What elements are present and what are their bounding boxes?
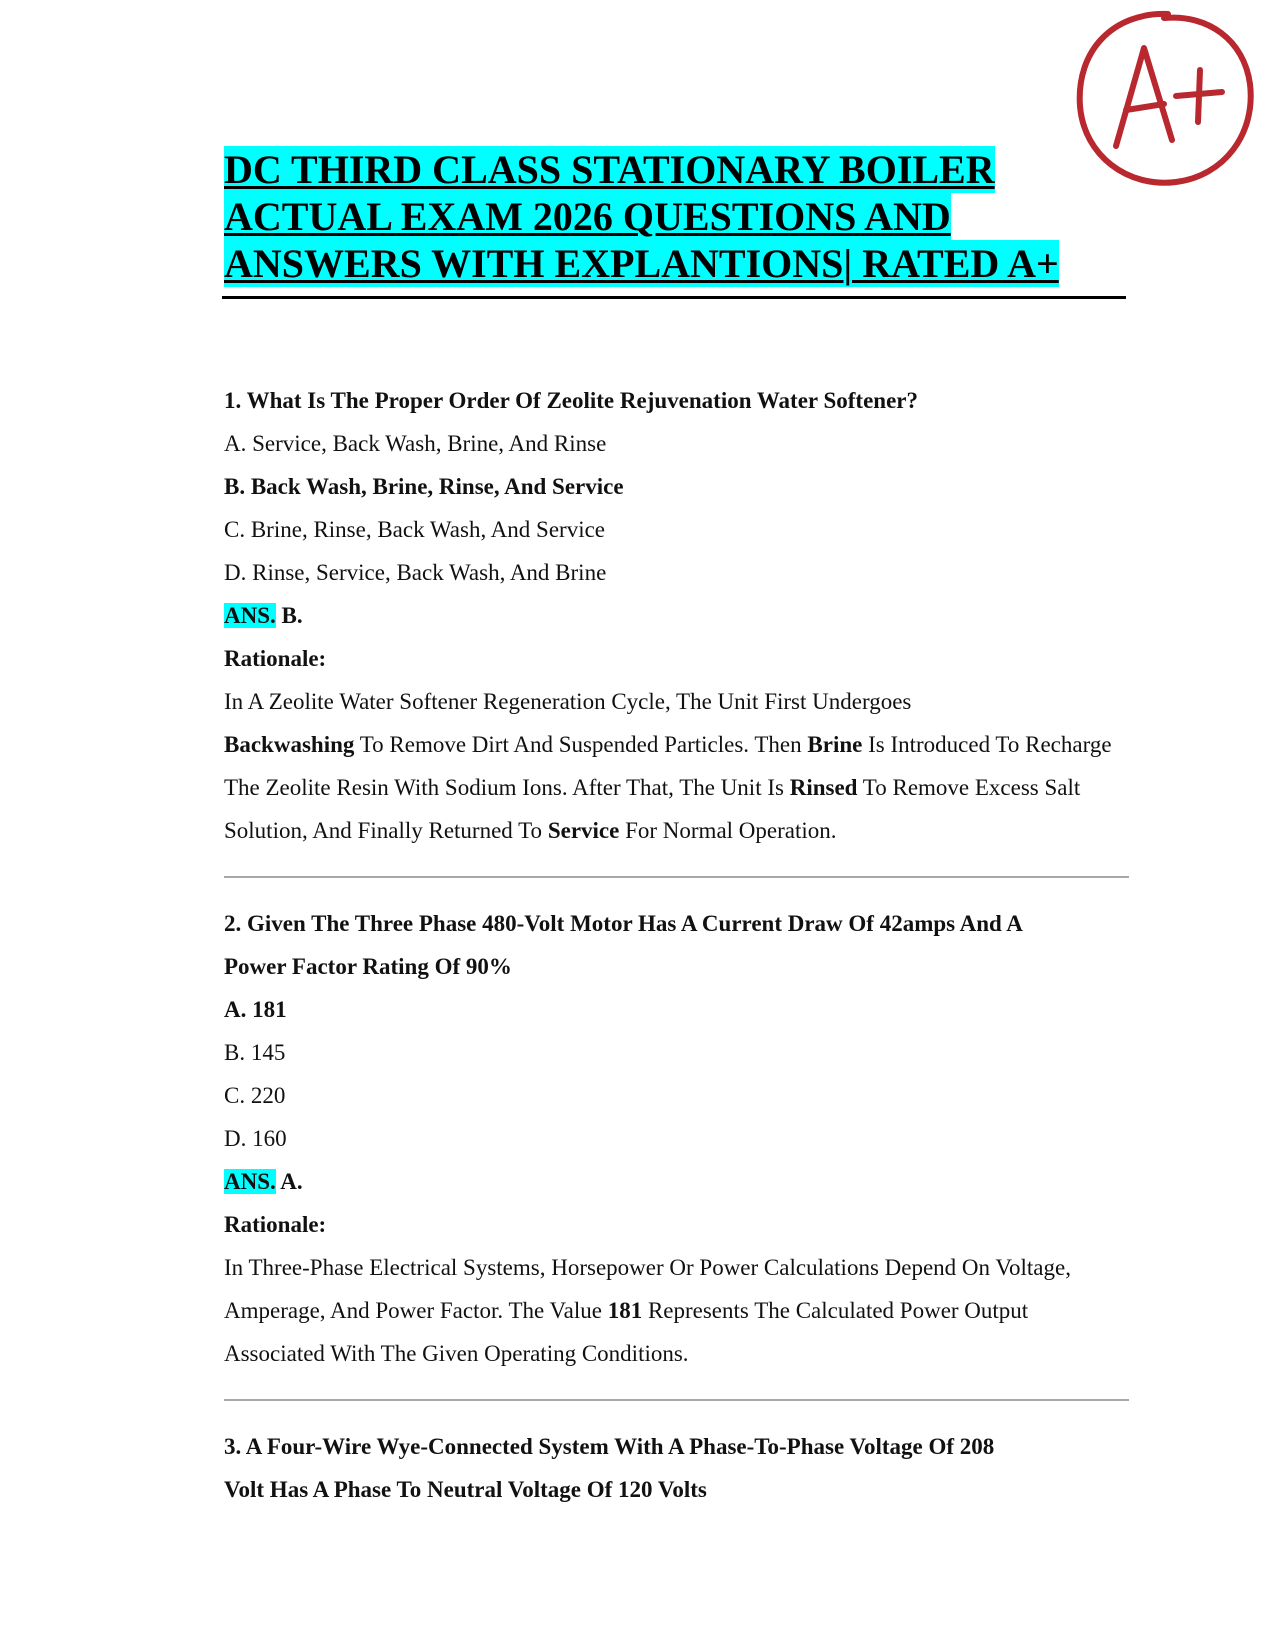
answer-label: ANS. — [224, 603, 276, 628]
question-1-rationale-label: Rationale: — [224, 646, 327, 671]
question-2-answer — [224, 1160, 1129, 1203]
answer-label: ANS. — [224, 1169, 276, 1194]
question-block-2 — [224, 902, 1129, 1375]
question-2-option-b: B. 145 — [224, 1040, 286, 1065]
question-3-text-line-2: Volt Has A Phase To Neutral Voltage Of 120 Volts — [224, 1477, 707, 1502]
question-2-text-line-1: 2. Given The Three Phase 480-Volt Motor Has A Current Draw Of 42amps And A — [224, 911, 1023, 936]
question-2-option-c: C. 220 — [224, 1083, 286, 1108]
title-line-1: DC THIRD CLASS STATIONARY BOILER — [224, 147, 995, 192]
answer-value: B. — [281, 603, 303, 628]
question-block-3 — [224, 1425, 1129, 1511]
question-1-option-a: A. Service, Back Wash, Brine, And Rinse — [224, 431, 607, 456]
section-divider — [224, 876, 1129, 878]
question-1-option-b: B. Back Wash, Brine, Rinse, And Service — [224, 474, 624, 499]
question-2-option-d: D. 160 — [224, 1126, 287, 1151]
question-1-text: 1. What Is The Proper Order Of Zeolite Rejuvenation Water Softener? — [224, 388, 918, 413]
question-1-option-c: C. Brine, Rinse, Back Wash, And Service — [224, 517, 606, 542]
questions-list — [224, 379, 1129, 1511]
question-2-rationale-label: Rationale: — [224, 1212, 327, 1237]
question-1-answer — [224, 594, 1129, 637]
title-line-3: ANSWERS WITH EXPLANTIONS| RATED A+ — [224, 241, 1059, 286]
question-block-1 — [224, 379, 1129, 852]
title-underline-rule — [222, 296, 1126, 299]
question-1-option-d: D. Rinse, Service, Back Wash, And Brine — [224, 560, 607, 585]
question-1-rationale-text: In A Zeolite Water Softener Regeneration Cycle, The Unit First Undergoes Backwashing To Remove Dirt And Suspended Particles. Then Brine Is Introduced To Recharge The Zeolite Resin With Sodium Ions. After That, The Unit Is Rinsed To Remove Excess Salt Solution, And Finally Returned To Service For Normal Operation. — [224, 689, 1112, 843]
title-line-2: ACTUAL EXAM 2026 QUESTIONS AND — [224, 194, 951, 239]
question-2-text-line-2: Power Factor Rating Of 90% — [224, 954, 512, 979]
section-divider — [224, 1399, 1129, 1401]
answer-value: A. — [280, 1169, 303, 1194]
question-3-text-line-1: 3. A Four-Wire Wye-Connected System With A Phase-To-Phase Voltage Of 208 — [224, 1434, 995, 1459]
document-title — [224, 146, 1124, 287]
question-2-option-a: A. 181 — [224, 997, 287, 1022]
question-2-rationale-text: In Three-Phase Electrical Systems, Horsepower Or Power Calculations Depend On Voltage, Amperage, And Power Factor. The Value 181 Represents The Calculated Power Output Associated With The Given Operating Conditions. — [224, 1255, 1071, 1366]
